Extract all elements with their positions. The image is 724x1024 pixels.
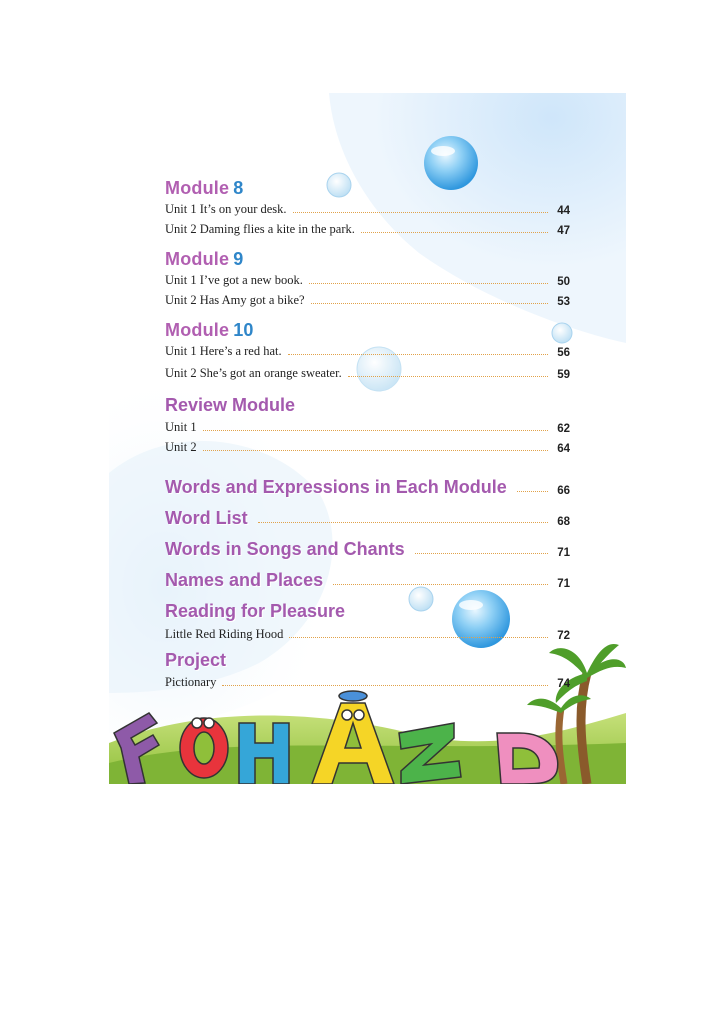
dot-leader: [311, 303, 548, 304]
module-label: Module: [165, 249, 230, 269]
toc-entry[interactable]: [165, 626, 570, 642]
module-number: 9: [233, 249, 244, 269]
section-title: Names and Places: [165, 570, 324, 590]
dot-leader: [415, 553, 548, 554]
toc-entry[interactable]: [165, 439, 570, 455]
module-heading: [165, 178, 243, 199]
toc-entry[interactable]: [165, 292, 570, 308]
dot-leader: [361, 232, 548, 233]
toc-entry[interactable]: [165, 343, 570, 359]
module-heading: [165, 249, 243, 270]
toc-entry[interactable]: [165, 419, 570, 435]
toc-entry[interactable]: [165, 201, 570, 217]
entry-title: Unit 1 It’s on your desk.: [165, 202, 287, 216]
toc-section-songs-chants[interactable]: [165, 538, 570, 560]
bubble-large: [424, 136, 478, 190]
toc-section-words-expressions[interactable]: [165, 476, 570, 498]
entry-title: Unit 2 She’s got an orange sweater.: [165, 366, 342, 380]
toc-entry[interactable]: [165, 674, 570, 690]
toc-section-word-list[interactable]: [165, 507, 570, 529]
page-number: 47: [557, 225, 570, 237]
page-number: 62: [557, 423, 570, 435]
module-label: Module: [165, 320, 230, 340]
section-title: Words in Songs and Chants: [165, 539, 405, 559]
page-number: 71: [557, 547, 570, 559]
page-number: 72: [557, 630, 570, 642]
page-number: 64: [557, 443, 570, 455]
dot-leader: [289, 637, 548, 638]
page-number: 71: [557, 578, 570, 590]
page-number: 66: [557, 485, 570, 497]
dot-leader: [203, 450, 548, 451]
dot-leader: [293, 212, 548, 213]
entry-title: Unit 2 Daming flies a kite in the park.: [165, 222, 355, 236]
entry-title: Unit 1: [165, 420, 197, 434]
module-label: Module: [165, 178, 230, 198]
page-number: 74: [557, 678, 570, 690]
toc-entry[interactable]: [165, 221, 570, 237]
toc-entry[interactable]: [165, 365, 570, 381]
dot-leader: [309, 283, 548, 284]
page-number: 59: [557, 369, 570, 381]
dot-leader: [203, 430, 548, 431]
dot-leader: [333, 584, 548, 585]
project-heading: Project: [165, 650, 227, 670]
page-number: 50: [557, 276, 570, 288]
section-title: Word List: [165, 508, 248, 528]
entry-title: Unit 1 Here’s a red hat.: [165, 344, 282, 358]
reading-heading: Reading for Pleasure: [165, 601, 346, 621]
entry-title: Pictionary: [165, 675, 217, 689]
page-number: 44: [557, 205, 570, 217]
page-number: 53: [557, 296, 570, 308]
page-number: 56: [557, 347, 570, 359]
section-title: Words and Expressions in Each Module: [165, 477, 507, 497]
toc-section-names-places[interactable]: [165, 569, 570, 591]
module-number: 10: [233, 320, 254, 340]
entry-title: Unit 2: [165, 440, 197, 454]
page-number: 68: [557, 516, 570, 528]
module-heading: [165, 320, 254, 341]
dot-leader: [258, 522, 548, 523]
entry-title: Unit 2 Has Amy got a bike?: [165, 293, 305, 307]
dot-leader: [517, 491, 548, 492]
toc-entry[interactable]: [165, 272, 570, 288]
review-module-heading: Review Module: [165, 395, 296, 415]
entry-title: Little Red Riding Hood: [165, 627, 284, 641]
dot-leader: [222, 685, 548, 686]
dot-leader: [348, 376, 548, 377]
entry-title: Unit 1 I’ve got a new book.: [165, 273, 303, 287]
module-number: 8: [233, 178, 244, 198]
dot-leader: [288, 354, 548, 355]
